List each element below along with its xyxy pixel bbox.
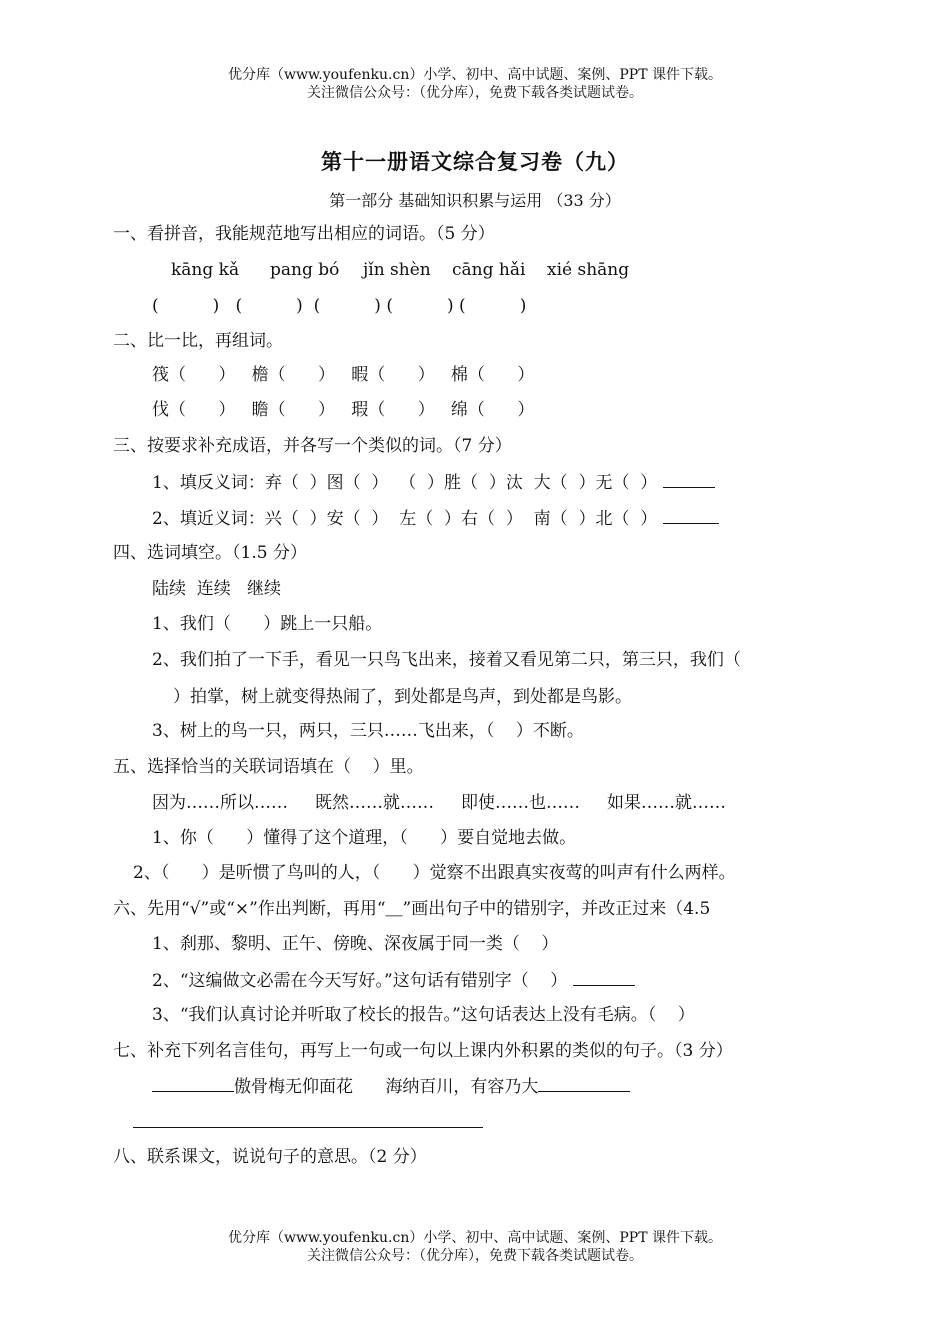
q7-blank-1[interactable] <box>152 1075 234 1092</box>
header-line-1: 优分库（www.youfenku.cn）小学、初中、高中试题、案例、PPT 课件下载。 <box>227 67 722 83</box>
q3-item-1-blank[interactable] <box>663 471 715 488</box>
q5-item-1: 1、你（ ）懂得了这个道理，（ ）要自觉地去做。 <box>152 828 577 848</box>
q6-item-2-text: 2、“这编做文必需在今天写好。”这句话有错别字（ ） <box>152 971 568 991</box>
pinyin-1: kāng kǎ <box>171 260 240 280</box>
q3-item-2-blank[interactable] <box>663 507 719 524</box>
pinyin-3: jǐn shèn <box>363 260 431 280</box>
q1-pinyin-row <box>171 259 629 281</box>
header-line-2: 关注微信公众号：（优分库），免费下载各类试题试卷。 <box>307 85 643 101</box>
q5-options: 因为……所以…… 既然……就…… 即使……也…… 如果……就…… <box>152 793 727 813</box>
q7-line <box>152 1075 630 1098</box>
q4-heading: 四、选词填空。（1.5 分） <box>113 543 307 563</box>
pinyin-2: pang bó <box>270 260 340 280</box>
q6-item-2-blank[interactable] <box>573 969 635 986</box>
q1-heading: 一、看拼音，我能规范地写出相应的词语。（5 分） <box>113 224 495 244</box>
q4-options: 陆续 连续 继续 <box>152 579 282 599</box>
q4-item-2-line-1: 2、我们拍了一下手，看见一只鸟飞出来，接着又看见第二只，第三只，我们（ <box>152 650 741 670</box>
q8-heading: 八、联系课文，说说句子的意思。（2 分） <box>113 1147 427 1167</box>
page-subtitle: 第一部分 基础知识积累与运用 （33 分） <box>329 191 621 210</box>
q2-row-2: 伐（ ） 瞻（ ） 瑕（ ） 绵（ ） <box>152 400 535 420</box>
q3-item-1 <box>152 471 715 494</box>
pinyin-5: xié shāng <box>547 260 630 280</box>
q2-row-1: 筏（ ） 檐（ ） 暇（ ） 棉（ ） <box>152 365 535 385</box>
q6-item-3: 3、“我们认真讨论并听取了校长的报告。”这句话表达上没有毛病。（ ） <box>152 1005 695 1025</box>
q6-item-2 <box>152 969 635 992</box>
q5-heading: 五、选择恰当的关联词语填在（ ）里。 <box>113 757 424 777</box>
q7-answer-line[interactable] <box>133 1127 483 1128</box>
q3-heading: 三、按要求补充成语，并各写一个类似的词。（7 分） <box>113 436 512 456</box>
q3-item-1-text: 1、填反义词：弃（ ）图（ ） （ ）胜（ ）汰 大（ ）无（ ） <box>152 473 658 493</box>
q3-item-2 <box>152 507 719 530</box>
q1-answer-brackets: ( ) ( ) ( ) ( ) ( ) <box>152 296 527 316</box>
q7-phrase-2: 海纳百川，有容乃大 <box>385 1077 539 1097</box>
q2-heading: 二、比一比，再组词。 <box>113 331 283 351</box>
footer-line-2: 关注微信公众号：（优分库），免费下载各类试题试卷。 <box>307 1248 643 1264</box>
q5-item-2: 2、（ ）是听惯了鸟叫的人，（ ）觉察不出跟真实夜莺的叫声有什么两样。 <box>133 863 736 883</box>
q4-item-1: 1、我们（ ）跳上一只船。 <box>152 614 383 634</box>
q7-phrase-1: 傲骨梅无仰面花 <box>234 1077 353 1097</box>
q3-item-2-text: 2、填近义词：兴（ ）安（ ） 左（ ）右（ ） 南（ ）北（ ） <box>152 509 658 529</box>
q7-blank-2[interactable] <box>538 1075 630 1092</box>
footer-line-1: 优分库（www.youfenku.cn）小学、初中、高中试题、案例、PPT 课件下载。 <box>227 1230 722 1246</box>
q4-item-2-line-2: ）拍掌，树上就变得热闹了，到处都是鸟声，到处都是鸟影。 <box>173 687 632 707</box>
q6-heading: 六、先用“√”或“×”作出判断，再用“＿”画出句子中的错别字，并改正过来（4.5 <box>113 899 711 919</box>
pinyin-4: cāng hǎi <box>452 260 526 280</box>
q7-heading: 七、补充下列名言佳句，再写上一句或一句以上课内外积累的类似的句子。（3 分） <box>113 1041 733 1061</box>
q6-item-1: 1、刹那、黎明、正午、傍晚、深夜属于同一类（ ） <box>152 934 559 954</box>
q4-item-3: 3、树上的鸟一只，两只，三只……飞出来，（ ）不断。 <box>152 721 584 741</box>
page-title: 第十一册语文综合复习卷（九） <box>321 149 629 174</box>
